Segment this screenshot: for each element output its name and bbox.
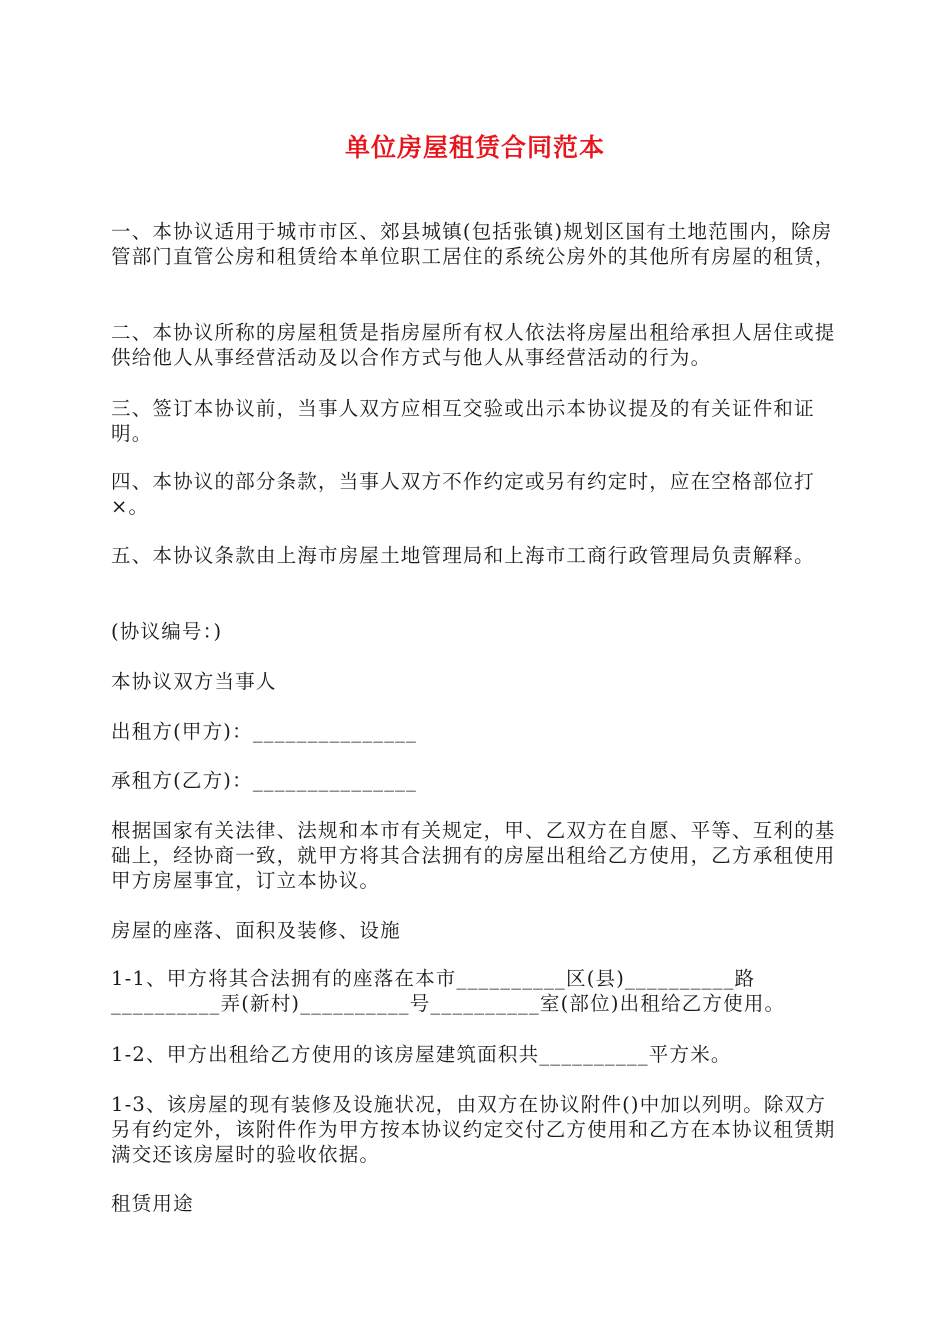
clause-1-3: 1-3、该房屋的现有装修及设施状况，由双方在协议附件()中加以列明。除双方另有约定外，该附件作为甲方按本协议约定交付乙方使用和乙方在本协议租赁期满交还该房屋时的验收依据。 [111, 1093, 836, 1166]
section-heading-location: 房屋的座落、面积及装修、设施 [111, 919, 401, 942]
section-heading-usage: 租赁用途 [111, 1192, 194, 1215]
paragraph-verification: 三、签订本协议前，当事人双方应相互交验或出示本协议提及的有关证件和证明。 [111, 397, 815, 445]
document-title: 单位房屋租赁合同范本 [344, 133, 605, 162]
lessee-line: 承租方(乙方)：_______________ [111, 769, 418, 792]
paragraph-blank-marking: 四、本协议的部分条款，当事人双方不作约定或另有约定时，应在空格部位打×。 [111, 470, 815, 518]
clause-1-1: 1-1、甲方将其合法拥有的座落在本市__________区(县)__________路__________弄(新村)__________号__________室(部位)出租给乙方使用。 [111, 967, 786, 1015]
lessor-line: 出租方(甲方)：_______________ [111, 720, 418, 743]
paragraph-definition: 二、本协议所称的房屋租赁是指房屋所有权人依法将房屋出租给承担人居住或提供给他人从事经营活动及以合作方式与他人从事经营活动的行为。 [111, 321, 836, 369]
paragraph-preamble: 根据国家有关法律、法规和本市有关规定，甲、乙双方在自愿、平等、互利的基础上，经协商一致，就甲方将其合法拥有的房屋出租给乙方使用，乙方承租使用甲方房屋事宜，订立本协议。 [111, 819, 836, 892]
parties-heading: 本协议双方当事人 [111, 670, 277, 693]
paragraph-scope: 一、本协议适用于城市市区、郊县城镇(包括张镇)规划区国有土地范围内，除房管部门直管公房和租赁给本单位职工居住的系统公房外的其他所有房屋的租赁， [111, 220, 836, 268]
agreement-number: (协议编号：) [111, 620, 223, 643]
clause-1-2: 1-2、甲方出租给乙方使用的该房屋建筑面积共__________平方米。 [111, 1043, 732, 1066]
paragraph-interpretation: 五、本协议条款由上海市房屋土地管理局和上海市工商行政管理局负责解释。 [111, 544, 815, 567]
